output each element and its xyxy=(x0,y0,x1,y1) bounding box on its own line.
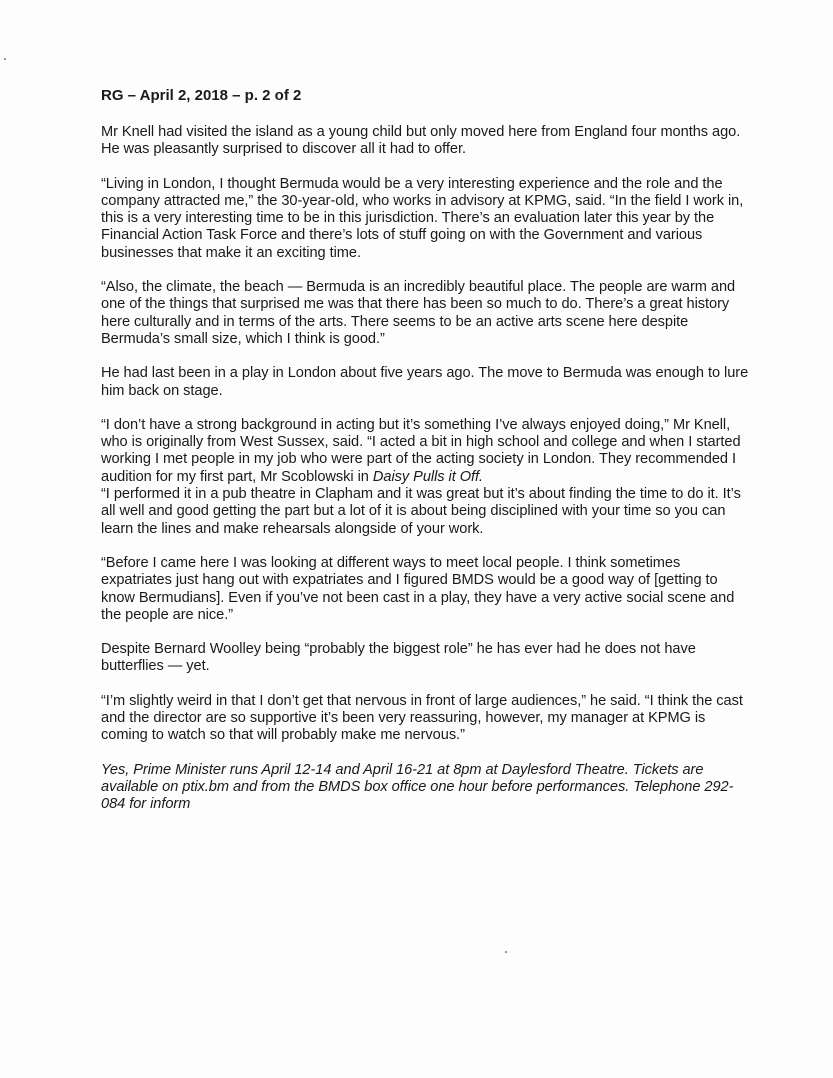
paragraph-last-play: He had last been in a play in London about five years ago. The move to Bermuda was enough to lure him back on stage. xyxy=(101,365,749,399)
paragraph-arrival: Mr Knell had visited the island as a young child but only moved here from England four months ago. He was pleasantly surprised to discover all it had to offer. xyxy=(101,124,741,158)
paragraph-meet-locals: “Before I came here I was looking at different ways to meet local people. I think sometimes expatriates just hang out with expatriates and I figured BMDS would be a good way of [getting to know Bermudians]. Even if you’ve not been cast in a play, they have a very active social scene and the people are nice.” xyxy=(101,554,735,623)
page-header: RG – April 2, 2018 – p. 2 of 2 xyxy=(101,87,302,104)
paragraph-butterflies: Despite Bernard Woolley being “probably the biggest role” he has ever had he does not have butterflies — yet. xyxy=(101,641,696,675)
paragraph-london-quote: “Living in London, I thought Bermuda would be a very interesting experience and the role and the company attracted me,” the 30-year-old, who works in advisory at KPMG, said. “In the field I work in, this is a very interesting time to be in this jurisdiction. There’s an evaluation later this year by the Financial Action Task Force and there’s lots of stuff going on with the Government and various businesses that make it an exciting time. xyxy=(101,175,744,261)
document-body xyxy=(101,87,751,831)
scan-speck xyxy=(505,951,507,953)
paragraph-acting-background xyxy=(101,417,751,486)
paragraph-nervous-quote: “I’m slightly weird in that I don’t get that nervous in front of large audiences,” he said. “I think the cast and the director are so supportive it’s been very reassuring, however, my manager at KPMG is coming to watch so that will probably make me nervous.” xyxy=(101,692,743,744)
paragraph-pub-theatre: “I performed it in a pub theatre in Clapham and it was great but it’s about finding the time to do it. It’s all well and good getting the part but a lot of it is about being disciplined with your time so you can learn the lines and make rehearsals alongside of your work. xyxy=(101,486,741,537)
play-title: Daisy Pulls it Off. xyxy=(372,468,484,485)
acting-background-text: “I don’t have a strong background in acting but it’s something I’ve always enjoyed doing,” Mr Knell, who is originally from West Sussex, said. “I acted a bit in high school and college and when I started working I met people in my job who were part of the acting society in London. They recommended I audition for my first part, Mr Scoblowski in xyxy=(101,416,741,485)
paragraph-climate-quote: “Also, the climate, the beach — Bermuda is an incredibly beautiful place. The people are warm and one of the things that surprised me was that there has been so much to do. There’s a great history here culturally and in terms of the arts. There seems to be an active arts scene here despite Bermuda’s small size, which I think is good.” xyxy=(101,279,736,347)
paragraph-show-info: Yes, Prime Minister runs April 12-14 and April 16-21 at 8pm at Daylesford Theatre. Tickets are available on ptix.bm and from the BMDS box office one hour before performances. Telephone 292-084 for inform xyxy=(101,761,734,813)
scan-speck xyxy=(4,58,6,60)
